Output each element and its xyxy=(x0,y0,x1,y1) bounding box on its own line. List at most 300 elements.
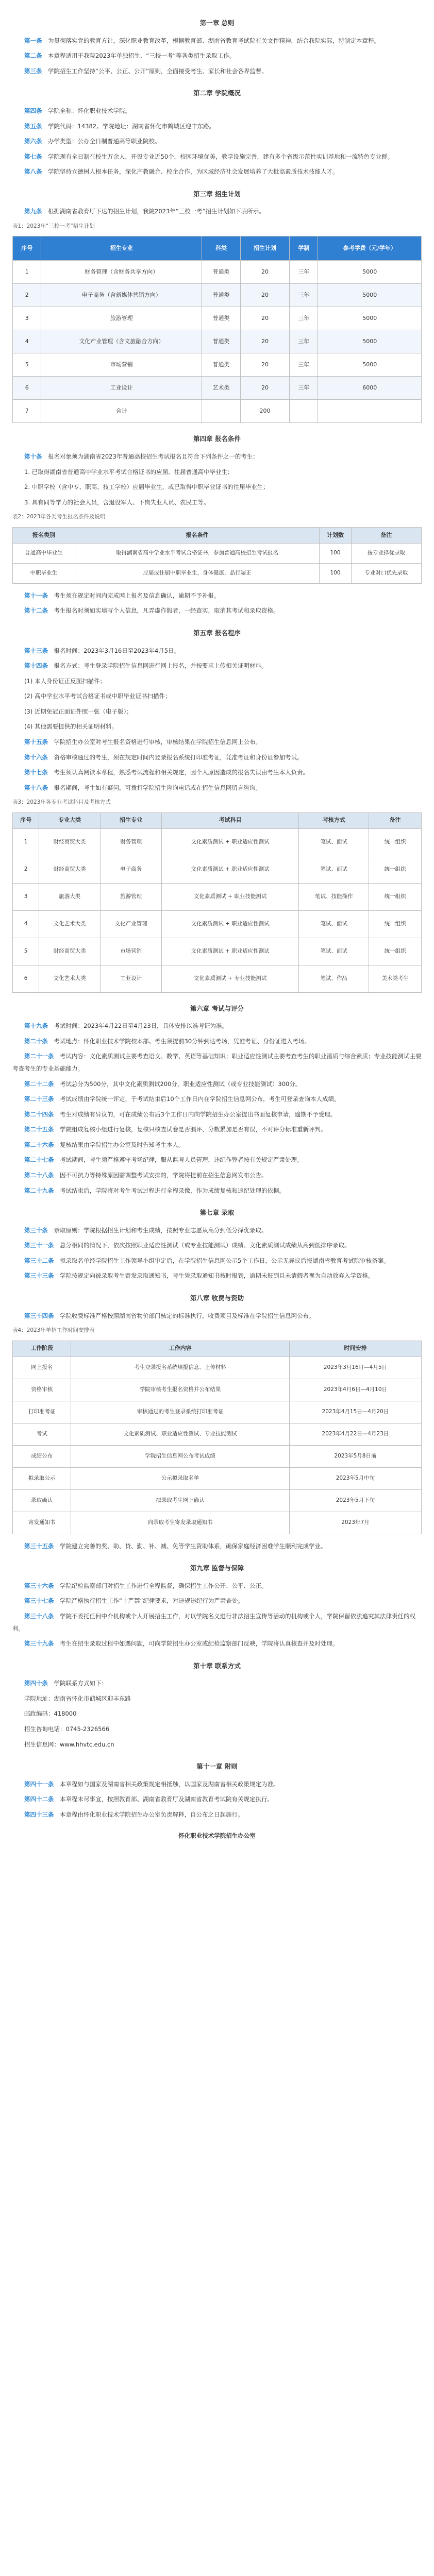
column-header: 报名条件 xyxy=(75,527,319,543)
article-number: 第十二条 xyxy=(24,607,48,615)
article-text: 学院纪检监察部门对招生工作进行全程监督，确保招生工作公开、公平、公正。 xyxy=(60,1582,268,1589)
table-caption: 表3：2023年各专业考试科目及考核方式 xyxy=(12,799,111,806)
article-number: 第三十三条 xyxy=(24,1272,54,1280)
article-paragraph xyxy=(12,1595,422,1607)
table-cell: 5000 xyxy=(318,261,422,284)
article-paragraph xyxy=(12,1154,422,1166)
data-table xyxy=(12,236,422,423)
article-paragraph xyxy=(12,1809,422,1821)
table-cell: 取得湖南省高中学业水平考试合格证书，参加普通高校招生考试报名 xyxy=(75,543,319,563)
article-paragraph xyxy=(12,1739,422,1751)
article-text: 考生对成绩有异议的，可在成绩公布后3个工作日内向学院招生办公室提出书面复核申请，逾期不予受理。 xyxy=(60,1110,337,1118)
table-cell: 1 xyxy=(13,828,39,856)
table-cell xyxy=(202,400,240,423)
article-number: 第三十五条 xyxy=(24,1542,54,1550)
article-number: 第二十四条 xyxy=(24,1110,54,1118)
article-text: 3. 具有同等学力的社会人员，含退役军人、下岗失业人员、农民工等。 xyxy=(24,498,210,506)
table-cell: 笔试、技能操作 xyxy=(299,883,369,910)
article-paragraph xyxy=(12,1170,422,1182)
table-cell: 文化素质测试 + 职业适应性测试 xyxy=(162,856,299,883)
article-paragraph xyxy=(12,151,422,163)
article-text: 考生在招生录取过程中如遇问题，可向学院招生办公室或纪检监察部门反映，学院将认真核查并及时处理。 xyxy=(60,1640,339,1648)
table-cell: 学院招生信息网公布考试成绩 xyxy=(71,1445,289,1467)
table-cell: 2023年4月22日—4月23日 xyxy=(289,1423,421,1445)
article-paragraph xyxy=(12,1036,422,1048)
table-row xyxy=(13,965,422,992)
table-cell: 财务管理（含财务共享方向） xyxy=(41,261,202,284)
article-text: 考试时间：2023年4月22日至4月23日，具体安排以准考证为准。 xyxy=(54,1022,228,1030)
table-cell: 2023年5月下旬 xyxy=(289,1489,421,1512)
column-header: 考试科目 xyxy=(162,812,299,828)
article-number: 第一条 xyxy=(24,37,42,44)
table-header-row xyxy=(13,236,422,261)
column-header: 科类 xyxy=(202,236,240,261)
article-text: 录取原则：学院根据招生计划和考生成绩，按照专业志愿从高分到低分择优录取。 xyxy=(54,1226,268,1234)
table-cell: 工业设计 xyxy=(41,377,202,400)
table-cell: 录取确认 xyxy=(13,1489,71,1512)
article-text: 学院严格执行招生工作“十严禁”纪律要求，对违规违纪行为严肃查处。 xyxy=(60,1597,244,1605)
table-cell: 3 xyxy=(13,883,39,910)
table-cell: 财经商贸大类 xyxy=(39,856,101,883)
article-number: 第三十条 xyxy=(24,1226,48,1234)
column-header: 备注 xyxy=(369,812,422,828)
table-cell: 网上报名 xyxy=(13,1357,71,1379)
column-header: 时间安排 xyxy=(289,1341,421,1357)
article-text: 学院建立完善的奖、助、贷、勤、补、减、免等学生资助体系，确保家庭经济困难学生顺利完成学业。 xyxy=(60,1542,327,1550)
table-cell: 电子商务（含新媒体营销方向） xyxy=(41,284,202,307)
article-text: 考试期间，考生须严格遵守考场纪律，服从监考人员管理，违纪作弊者按有关规定严肃处理。 xyxy=(60,1156,303,1164)
table-row xyxy=(13,883,422,910)
table-cell: 20 xyxy=(241,377,290,400)
article-paragraph xyxy=(12,721,422,733)
table-row xyxy=(13,1489,422,1512)
article-number: 第二十三条 xyxy=(24,1095,54,1103)
article-text: 学院现有全日制在校生万余人，开设专业近50个，校园环境优美，教学设施完善，建有多个省级示范性实训基地和一流特色专业群。 xyxy=(48,152,394,160)
article-paragraph xyxy=(12,497,422,509)
table-cell: 文化素质测试 + 专业技能测试 xyxy=(162,965,299,992)
table-cell: 工业设计 xyxy=(101,965,162,992)
article-text: 根据湖南省教育厅下达的招生计划，我院2023年“三校一考”招生计划如下表所示。 xyxy=(48,208,265,215)
table-cell: 文化素质测试、职业适应性测试、专业技能测试 xyxy=(71,1423,289,1445)
article-text: (3) 近期免冠正面证件照一张（电子版）； xyxy=(24,707,132,715)
article-number: 第二十二条 xyxy=(24,1080,54,1088)
table-cell: 20 xyxy=(241,284,290,307)
article-text: 考试地点：怀化职业技术学院校本部。考生须提前30分钟到达考场，凭准考证、身份证进入考场。 xyxy=(54,1037,311,1045)
table-cell: 3 xyxy=(13,307,41,330)
article-number: 第三十四条 xyxy=(24,1312,54,1319)
article-text: 学院坚持立德树人根本任务，深化产教融合、校企合作，为区域经济社会发展培养了大批高素质技术技能人才。 xyxy=(48,168,339,176)
table-row xyxy=(13,856,422,883)
column-header: 工作内容 xyxy=(71,1341,289,1357)
article-text: 考试总分为500分，其中文化素质测试200分，职业适应性测试（或专业技能测试）300分。 xyxy=(60,1080,302,1088)
table-row xyxy=(13,1445,422,1467)
article-text: 报名方式：考生登录学院招生信息网进行网上报名，并按要求上传相关证明材料。 xyxy=(54,662,268,670)
table-row xyxy=(13,400,422,423)
column-header: 备注 xyxy=(351,527,421,543)
chapter-heading: 第九章 监督与保障 xyxy=(190,1564,244,1572)
article-paragraph xyxy=(12,1270,422,1282)
table-cell: 5000 xyxy=(318,284,422,307)
table-cell: 7 xyxy=(13,400,41,423)
table-cell: 6 xyxy=(13,377,41,400)
article-text: (4) 其他需要提供的相关证明材料。 xyxy=(24,723,118,731)
table-cell: 20 xyxy=(241,307,290,330)
table-cell: 4 xyxy=(13,910,39,938)
article-number: 第三条 xyxy=(24,67,42,75)
table-row xyxy=(13,1401,422,1423)
article-text: 2. 中职学校（含中专、职高、技工学校）应届毕业生，或已取得中职毕业证书的往届毕业生； xyxy=(24,483,269,491)
table-cell: 成绩公布 xyxy=(13,1445,71,1467)
article-number: 第十一条 xyxy=(24,591,48,599)
table-cell: 笔试、面试 xyxy=(299,828,369,856)
table-row xyxy=(13,938,422,965)
table-cell: 财经商贸大类 xyxy=(39,828,101,856)
article-paragraph xyxy=(12,65,422,78)
article-paragraph xyxy=(12,706,422,718)
article-paragraph xyxy=(12,35,422,47)
article-text: 办学类型：公办全日制普通高等职业院校。 xyxy=(48,138,161,145)
table-cell: 三年 xyxy=(289,353,318,377)
table-cell: 统一组织 xyxy=(369,856,422,883)
article-text: 考试成绩由学院统一评定，于考试结束后10个工作日内在学院招生信息网公布，考生可登录查询本人成绩。 xyxy=(60,1095,340,1103)
table-cell: 4 xyxy=(13,330,41,353)
table-cell: 中职毕业生 xyxy=(13,563,75,583)
article-text: 学院不委托任何中介机构或个人开展招生工作，对以学院名义进行非法招生宣传等活动的机构或个人，学院保留依法追究其法律责任的权利。 xyxy=(12,1613,415,1632)
table-cell: 2023年4月6日—4月10日 xyxy=(289,1379,421,1401)
table-cell: 审核通过的考生登录系统打印准考证 xyxy=(71,1401,289,1423)
table-cell: 向录取考生寄发录取通知书 xyxy=(71,1512,289,1534)
table-caption: 表4：2023年单招工作时间安排表 xyxy=(12,1327,95,1334)
article-paragraph xyxy=(12,1124,422,1136)
data-table xyxy=(12,812,422,993)
article-number: 第三十一条 xyxy=(24,1242,54,1249)
data-table xyxy=(12,527,422,584)
article-paragraph xyxy=(12,481,422,494)
table-header-row xyxy=(13,812,422,828)
article-paragraph xyxy=(12,1611,422,1635)
table-row xyxy=(13,307,422,330)
article-text: 学院按规定向被录取考生寄发录取通知书，考生凭录取通知书按时报到，逾期未报到且未请假者视为自动放弃入学资格。 xyxy=(60,1272,374,1280)
table-cell: 文化艺术大类 xyxy=(39,910,101,938)
article-number: 第二十九条 xyxy=(24,1187,54,1194)
table-cell: 5000 xyxy=(318,353,422,377)
table-row xyxy=(13,828,422,856)
table-cell: 旅游管理 xyxy=(101,883,162,910)
article-number: 第四十一条 xyxy=(24,1780,54,1788)
article-text: 招生信息网：www.hhvtc.edu.cn xyxy=(24,1740,114,1748)
table-cell: 三年 xyxy=(289,377,318,400)
chapter-heading: 第八章 收费与资助 xyxy=(190,1294,244,1302)
table-cell: 合计 xyxy=(41,400,202,423)
article-number: 第三十六条 xyxy=(24,1582,54,1589)
article-text: 考试内容：文化素质测试主要考查语文、数学、英语等基础知识；职业适应性测试主要考查考生的职业潜质与综合素质；专业技能测试主要考查考生的专业基础能力。 xyxy=(12,1053,422,1073)
article-text: 1. 已取得湖南省普通高中学业水平考试合格证书的应届、往届普通高中毕业生； xyxy=(24,468,233,476)
table-row xyxy=(13,261,422,284)
column-header: 专业大类 xyxy=(39,812,101,828)
article-paragraph xyxy=(12,1638,422,1650)
table-header-row xyxy=(13,527,422,543)
article-paragraph xyxy=(12,121,422,133)
article-paragraph xyxy=(12,590,422,602)
table-cell: 文化素质测试 + 职业适应性测试 xyxy=(162,938,299,965)
table-cell: 艺术类 xyxy=(202,377,240,400)
chapter-heading: 第二章 学院概况 xyxy=(193,89,241,97)
article-text: 学院全称：怀化职业技术学院。 xyxy=(48,107,131,114)
article-number: 第十四条 xyxy=(24,662,48,670)
table-caption: 表2：2023年各类考生报名条件及说明 xyxy=(12,514,106,520)
table-cell: 市场营销 xyxy=(101,938,162,965)
table-cell: 2 xyxy=(13,284,41,307)
table-cell: 2 xyxy=(13,856,39,883)
table-row xyxy=(13,543,422,563)
article-text: 考生须在规定时间内完成网上报名及信息确认，逾期不予补报。 xyxy=(54,591,220,599)
article-paragraph xyxy=(12,1093,422,1106)
table-cell: 考试 xyxy=(13,1423,71,1445)
article-paragraph xyxy=(12,1139,422,1151)
article-paragraph xyxy=(12,1255,422,1267)
table-row xyxy=(13,1357,422,1379)
article-number: 第二十八条 xyxy=(24,1171,54,1179)
table-row xyxy=(13,1512,422,1534)
article-text: 资格审核通过的考生，须在规定时间内登录报名系统打印准考证，凭准考证和身份证参加考试。 xyxy=(54,753,303,761)
table-cell: 普通类 xyxy=(202,330,240,353)
column-header: 报名类别 xyxy=(13,527,75,543)
article-paragraph xyxy=(12,1240,422,1252)
table-cell: 5000 xyxy=(318,307,422,330)
table-cell: 普通类 xyxy=(202,353,240,377)
article-number: 第二十五条 xyxy=(24,1126,54,1133)
article-paragraph xyxy=(12,1693,422,1705)
table-row xyxy=(13,330,422,353)
article-paragraph xyxy=(12,1020,422,1032)
article-number: 第十六条 xyxy=(24,753,48,761)
article-paragraph xyxy=(12,645,422,657)
article-paragraph xyxy=(12,206,422,218)
chapter-heading: 第三章 招生计划 xyxy=(193,190,241,198)
article-text: 学院代码：14382。学院地址：湖南省怀化市鹤城区迎丰东路。 xyxy=(48,122,215,130)
table-cell: 文化产业管理 xyxy=(101,910,162,938)
article-paragraph xyxy=(12,782,422,794)
table-cell: 文化素质测试 + 职业适应性测试 xyxy=(162,828,299,856)
article-paragraph xyxy=(12,1540,422,1553)
article-number: 第二条 xyxy=(24,52,42,60)
article-paragraph xyxy=(12,451,422,463)
article-number: 第三十二条 xyxy=(24,1257,54,1264)
table-cell: 6 xyxy=(13,965,39,992)
article-text: 学院地址：湖南省怀化市鹤城区迎丰东路 xyxy=(24,1694,131,1702)
article-paragraph xyxy=(12,1310,422,1323)
table-cell: 三年 xyxy=(289,261,318,284)
article-number: 第四十三条 xyxy=(24,1810,54,1818)
table-cell: 拟录取公示 xyxy=(13,1467,71,1489)
column-header: 序号 xyxy=(13,236,41,261)
table-cell: 文化素质测试 + 职业适应性测试 xyxy=(162,910,299,938)
table-cell: 公示拟录取名单 xyxy=(71,1467,289,1489)
article-text: (2) 高中学业水平考试合格证书或中职毕业证书扫描件； xyxy=(24,692,171,700)
article-number: 第六条 xyxy=(24,138,42,145)
table-cell: 笔试、面试 xyxy=(299,910,369,938)
table-cell: 20 xyxy=(241,330,290,353)
table-cell: 笔试、面试 xyxy=(299,938,369,965)
column-header: 招生专业 xyxy=(101,812,162,828)
table-cell: 100 xyxy=(320,543,352,563)
article-paragraph xyxy=(12,50,422,62)
column-header: 工作阶段 xyxy=(13,1341,71,1357)
article-number: 第三十八条 xyxy=(24,1613,54,1620)
table-cell: 旅游大类 xyxy=(39,883,101,910)
article-number: 第十三条 xyxy=(24,647,48,654)
article-text: 考生报名时须如实填写个人信息，凡弄虚作假者，一经查实，取消其考试和录取资格。 xyxy=(54,607,279,615)
article-paragraph xyxy=(12,767,422,779)
table-cell: 20 xyxy=(241,261,290,284)
article-number: 第七条 xyxy=(24,152,42,160)
article-paragraph xyxy=(12,660,422,672)
table-cell: 电子商务 xyxy=(101,856,162,883)
article-paragraph xyxy=(12,166,422,178)
article-number: 第八条 xyxy=(24,168,42,176)
article-text: 报名对象须为湖南省2023年普通高校招生考试报名且符合下列条件之一的考生： xyxy=(48,453,259,461)
article-text: 拟录取名单经学院招生工作领导小组审定后，在学院招生信息网公示5个工作日，公示无异议后报湖南省教育考试院审核备案。 xyxy=(60,1257,390,1264)
article-text: 学院组成复核小组进行复核，复核只核查试卷是否漏评、分数累加是否有误，不对评分标准重新评判。 xyxy=(60,1126,327,1133)
article-text: 邮政编码：418000 xyxy=(24,1710,77,1718)
table-cell: 5 xyxy=(13,938,39,965)
article-paragraph xyxy=(12,1580,422,1592)
table-cell: 旅游管理 xyxy=(41,307,202,330)
article-paragraph xyxy=(12,736,422,749)
table-cell: 6000 xyxy=(318,377,422,400)
table-cell: 拟录取考生网上确认 xyxy=(71,1489,289,1512)
table-caption: 表1：2023年“三校一考”招生计划 xyxy=(12,223,95,229)
article-number: 第十九条 xyxy=(24,1022,48,1030)
table-cell: 统一组织 xyxy=(369,828,422,856)
article-text: 总分相同的情况下，依次按照职业适应性测试（或专业技能测试）成绩、文化素质测试成绩从高到低排序录取。 xyxy=(60,1242,350,1249)
article-number: 第十五条 xyxy=(24,738,48,745)
article-text: 考试结束后，学院将对考生考试过程进行全程录像，作为成绩复核和违纪处理的依据。 xyxy=(60,1187,285,1194)
table-cell: 文化艺术大类 xyxy=(39,965,101,992)
article-paragraph xyxy=(12,1677,422,1690)
article-paragraph xyxy=(12,1050,422,1075)
article-number: 第二十七条 xyxy=(24,1156,54,1164)
article-text: 学院招生办公室对考生报名资格进行审核，审核结果在学院招生信息网上公布。 xyxy=(54,738,261,745)
article-number: 第十七条 xyxy=(24,769,48,776)
table-cell: 三年 xyxy=(289,307,318,330)
article-text: 复核结果由学院招生办公室及时告知考生本人。 xyxy=(60,1141,185,1148)
article-number: 第十八条 xyxy=(24,784,48,791)
table-cell: 财务管理 xyxy=(101,828,162,856)
table-cell: 财经商贸大类 xyxy=(39,938,101,965)
table-cell: 20 xyxy=(241,353,290,377)
table-cell: 专业对口优先录取 xyxy=(351,563,421,583)
table-cell: 5 xyxy=(13,353,41,377)
article-text: 报名时间：2023年3月16日至2023年4月5日。 xyxy=(54,647,180,654)
article-text: 学院收费标准严格按照湖南省物价部门核定的标准执行，收费项目及标准在学院招生信息网公布。 xyxy=(60,1312,315,1319)
chapter-heading: 第十一章 附则 xyxy=(196,1762,238,1771)
table-row xyxy=(13,353,422,377)
document-signature: 怀化职业技术学院招生办公室 xyxy=(178,1832,256,1840)
article-number: 第三十九条 xyxy=(24,1640,54,1648)
table-row xyxy=(13,910,422,938)
table-cell: 按专业择优录取 xyxy=(351,543,421,563)
table-cell xyxy=(289,400,318,423)
article-text: 考生须认真阅读本章程，熟悉考试流程和相关规定，因个人原因造成的报名失误由考生本人负责。 xyxy=(54,769,309,776)
table-cell: 统一组织 xyxy=(369,883,422,910)
table-header-row xyxy=(13,1341,422,1357)
article-number: 第二十一条 xyxy=(24,1053,54,1060)
article-paragraph xyxy=(12,1708,422,1720)
table-cell: 三年 xyxy=(289,330,318,353)
table-cell: 2023年7月 xyxy=(289,1512,421,1534)
chapter-heading: 第七章 录取 xyxy=(199,1209,235,1217)
article-number: 第四十二条 xyxy=(24,1795,54,1803)
article-text: 因不可抗力等特殊原因需调整考试安排的，学院将提前在招生信息网发布公告。 xyxy=(60,1171,268,1179)
article-number: 第三十七条 xyxy=(24,1597,54,1605)
table-cell: 打印准考证 xyxy=(13,1401,71,1423)
table-cell: 2023年5月8日前 xyxy=(289,1445,421,1467)
article-paragraph xyxy=(12,1109,422,1121)
chapter-heading: 第六章 考试与评分 xyxy=(190,1004,244,1012)
article-paragraph xyxy=(12,752,422,764)
table-cell: 普通类 xyxy=(202,261,240,284)
table-cell: 笔试、面试 xyxy=(299,856,369,883)
chapter-heading: 第五章 报名程序 xyxy=(193,629,241,637)
table-cell: 考生登录报名系统填报信息、上传材料 xyxy=(71,1357,289,1379)
table-cell: 普通类 xyxy=(202,284,240,307)
table-cell xyxy=(318,400,422,423)
table-cell: 统一组织 xyxy=(369,910,422,938)
table-row xyxy=(13,377,422,400)
article-number: 第四条 xyxy=(24,107,42,114)
table-cell: 笔试、作品 xyxy=(299,965,369,992)
article-paragraph xyxy=(12,135,422,148)
article-number: 第二十条 xyxy=(24,1037,48,1045)
article-paragraph xyxy=(12,105,422,117)
chapter-heading: 第一章 总则 xyxy=(199,19,235,27)
article-paragraph xyxy=(12,1225,422,1237)
data-table xyxy=(12,1341,422,1534)
article-paragraph xyxy=(12,690,422,703)
table-row xyxy=(13,1467,422,1489)
column-header: 招生计划 xyxy=(241,236,290,261)
article-text: 学院联系方式如下： xyxy=(54,1680,107,1687)
table-cell: 美术类考生 xyxy=(369,965,422,992)
table-cell: 文化素质测试 + 职业技能测试 xyxy=(162,883,299,910)
article-text: 报名期间，考生如有疑问，可拨打学院招生咨询电话或在招生信息网留言咨询。 xyxy=(54,784,261,791)
article-paragraph xyxy=(12,1778,422,1791)
article-paragraph xyxy=(12,675,422,688)
table-row xyxy=(13,563,422,583)
table-cell: 5000 xyxy=(318,330,422,353)
article-number: 第十条 xyxy=(24,453,42,461)
article-number: 第二十六条 xyxy=(24,1141,54,1148)
column-header: 学制 xyxy=(289,236,318,261)
table-cell: 1 xyxy=(13,261,41,284)
article-paragraph xyxy=(12,1078,422,1091)
table-cell: 普通类 xyxy=(202,307,240,330)
table-cell: 寄发通知书 xyxy=(13,1512,71,1534)
chapter-heading: 第十章 联系方式 xyxy=(193,1662,241,1670)
table-cell: 学院审核考生报名资格并公布结果 xyxy=(71,1379,289,1401)
column-header: 计划数 xyxy=(320,527,352,543)
article-paragraph xyxy=(12,605,422,617)
article-number: 第四十条 xyxy=(24,1680,48,1687)
column-header: 招生专业 xyxy=(41,236,202,261)
table-row xyxy=(13,284,422,307)
article-paragraph xyxy=(12,1793,422,1806)
table-cell: 2023年3月16日—4月5日 xyxy=(289,1357,421,1379)
table-row xyxy=(13,1423,422,1445)
table-cell: 三年 xyxy=(289,284,318,307)
article-number: 第五条 xyxy=(24,122,42,130)
